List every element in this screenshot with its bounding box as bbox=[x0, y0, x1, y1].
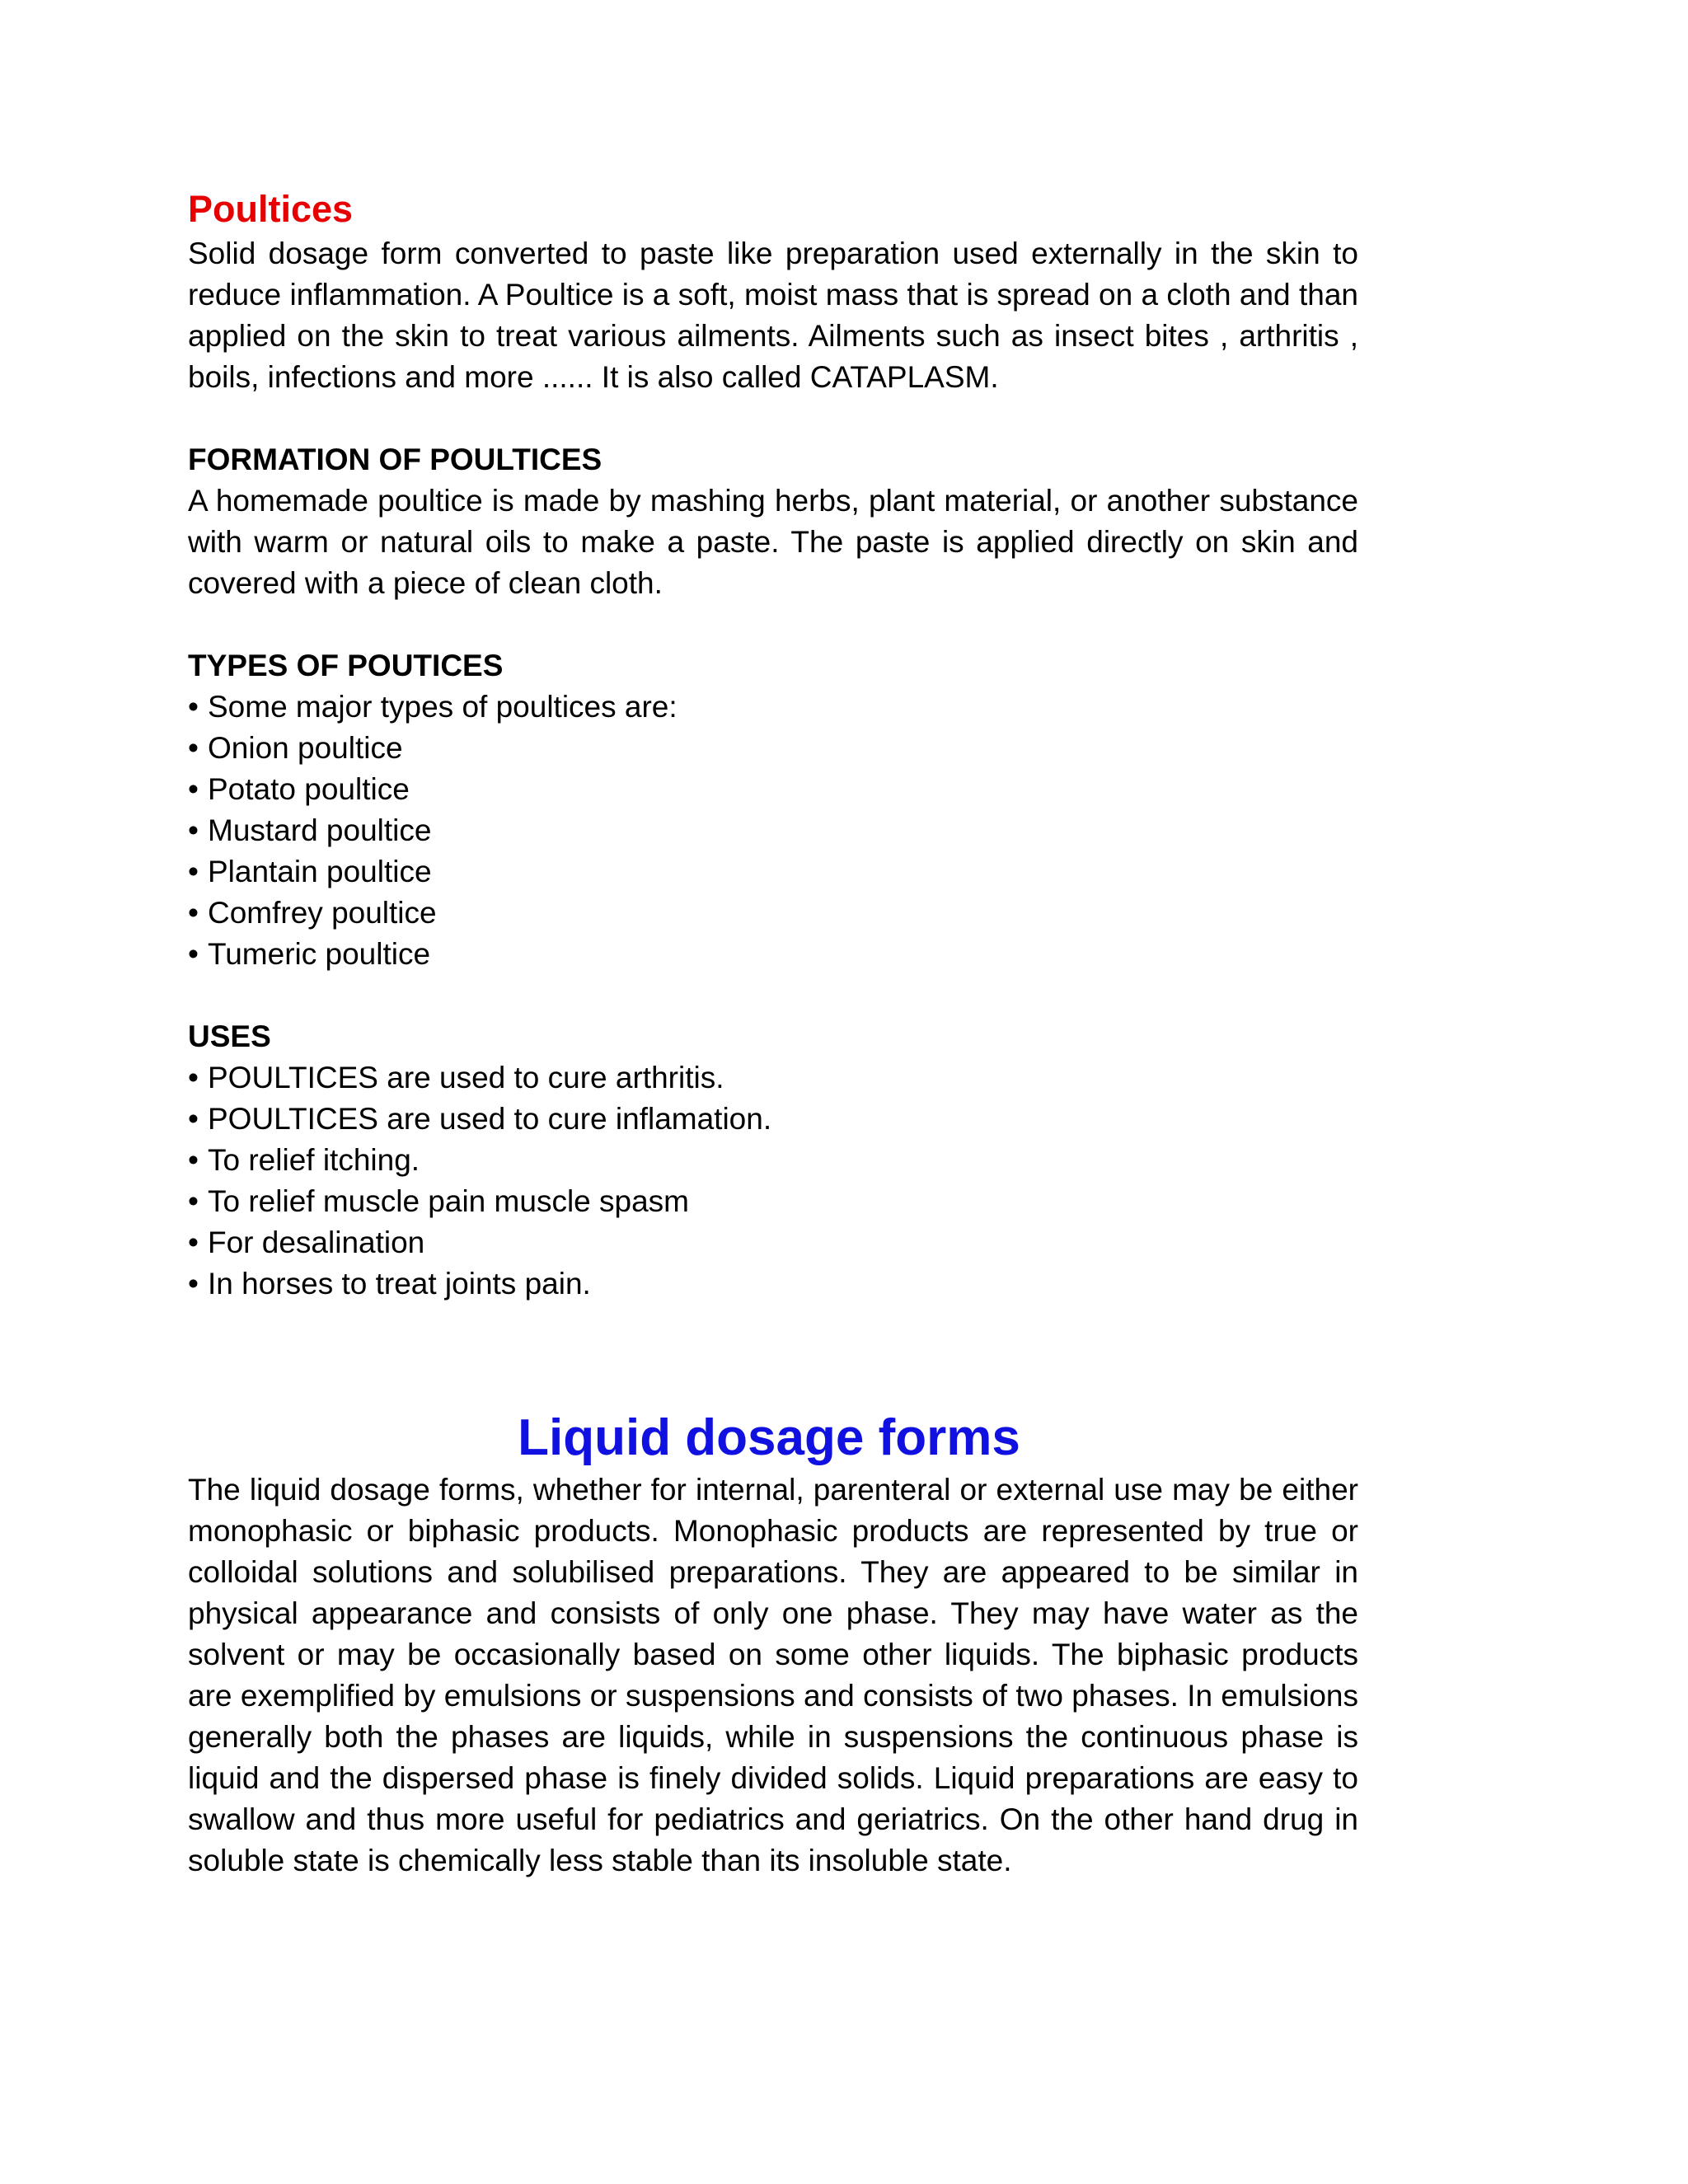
bullet-icon: • bbox=[188, 1102, 199, 1136]
list-item: • Comfrey poultice bbox=[188, 893, 1358, 934]
poultices-title: Poultices bbox=[188, 188, 354, 230]
list-item: • To relief muscle pain muscle spasm bbox=[188, 1181, 1358, 1222]
list-item: • POULTICES are used to cure arthritis. bbox=[188, 1057, 1358, 1099]
bullet-icon: • bbox=[188, 731, 199, 765]
formation-text: A homemade poultice is made by mashing herbs, plant material, or another substance with warm or natural oils to make a paste. The paste is applied directly on skin and covered with a piece of clean cloth. bbox=[188, 484, 1358, 600]
list-item: • Mustard poultice bbox=[188, 810, 1358, 851]
bullet-icon: • bbox=[188, 937, 199, 971]
document-page bbox=[188, 185, 1358, 1882]
liquid-dosage-title: Liquid dosage forms bbox=[518, 1409, 1020, 1466]
bullet-icon: • bbox=[188, 1061, 199, 1094]
liquid-dosage-text: The liquid dosage forms, whether for internal, parenteral or external use may be either monophasic or biphasic products. Monophasic products are represented by true or colloidal solutions and solubilised preparations. They are appeared to be similar in physical appearance and consists of only one phase. They may have water as the solvent or may be occasionally based on some other liquids. The biphasic products are exemplified by emulsions or suspensions and consists of two phases. In emulsions generally both the phases are liquids, while in suspensions the continuous phase is liquid and the dispersed phase is finely divided solids. Liquid preparations are easy to swallow and thus more useful for pediatrics and geriatrics. On the other hand drug in soluble state is chemically less stable than its insoluble state. bbox=[188, 1473, 1358, 1877]
list-item: • Plantain poultice bbox=[188, 851, 1358, 893]
list-item: • Tumeric poultice bbox=[188, 934, 1358, 975]
bullet-icon: • bbox=[188, 1226, 199, 1259]
list-item: • Onion poultice bbox=[188, 728, 1358, 769]
bullet-icon: • bbox=[188, 1267, 199, 1301]
list-item: • For desalination bbox=[188, 1222, 1358, 1263]
bullet-icon: • bbox=[188, 1184, 199, 1218]
formation-heading: FORMATION OF POULTICES bbox=[188, 443, 603, 476]
types-heading: TYPES OF POUTICES bbox=[188, 649, 504, 682]
list-item: • Some major types of poultices are: bbox=[188, 687, 1358, 728]
bullet-icon: • bbox=[188, 772, 199, 806]
poultices-intro: Solid dosage form converted to paste like preparation used externally in the skin to reduce inflammation. A Poultice is a soft, moist mass that is spread on a cloth and than applied on the skin to treat various ailments. Ailments such as insect bites , arthritis , boils, infections and more ...... It is also called CATAPLASM. bbox=[188, 237, 1358, 394]
list-item: • POULTICES are used to cure inflamation. bbox=[188, 1099, 1358, 1140]
bullet-icon: • bbox=[188, 855, 199, 888]
uses-list bbox=[188, 1057, 1358, 1305]
bullet-icon: • bbox=[188, 690, 199, 724]
list-item: • In horses to treat joints pain. bbox=[188, 1263, 1358, 1305]
bullet-icon: • bbox=[188, 813, 199, 847]
bullet-icon: • bbox=[188, 1143, 199, 1177]
bullet-icon: • bbox=[188, 896, 199, 930]
uses-heading: USES bbox=[188, 1019, 271, 1053]
list-item: • Potato poultice bbox=[188, 769, 1358, 810]
list-item: • To relief itching. bbox=[188, 1140, 1358, 1181]
types-list bbox=[188, 687, 1358, 975]
